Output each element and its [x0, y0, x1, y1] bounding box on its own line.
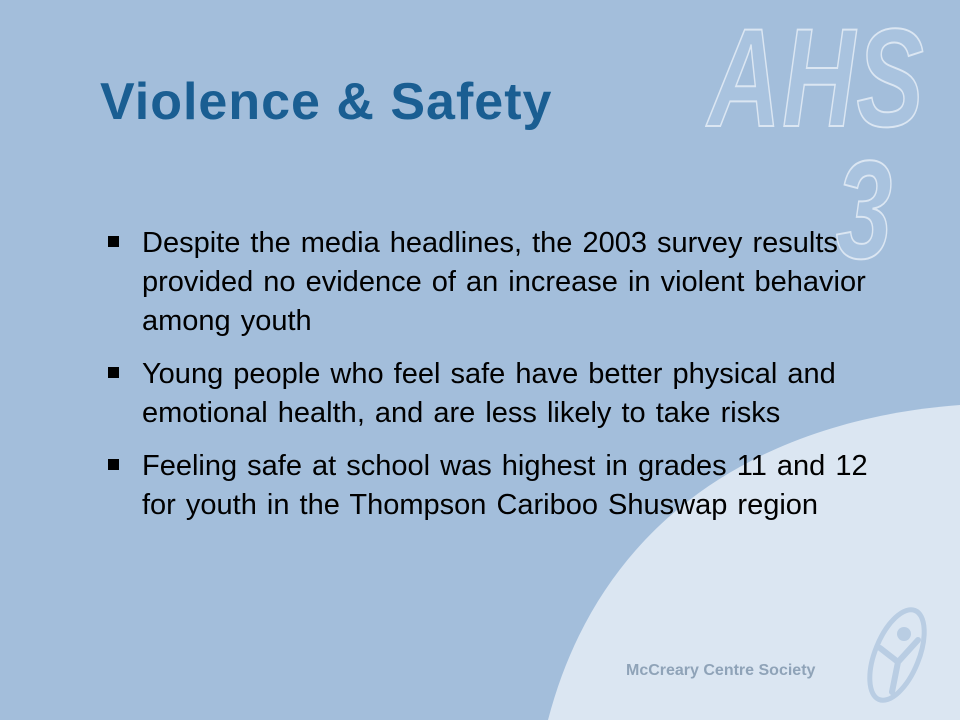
- slide-title: Violence & Safety: [100, 73, 553, 131]
- bullet-text: Young people who feel safe have better physical and emotional health, and are less likely to take risks: [142, 358, 836, 429]
- square-bullet-icon: [108, 367, 119, 378]
- square-bullet-icon: [108, 459, 119, 470]
- bullet-text: Despite the media headlines, the 2003 survey results provided no evidence of an increase in violent behavior among youth: [142, 227, 866, 337]
- figure-logo-icon: [852, 600, 942, 710]
- bullet-item: [108, 447, 898, 525]
- ahs-logo-letters: AHS: [708, 0, 926, 156]
- bullet-text: Feeling safe at school was highest in grades 11 and 12 for youth in the Thompson Cariboo Shuswap region: [142, 450, 868, 521]
- bullet-item: [108, 355, 898, 433]
- square-bullet-icon: [108, 236, 119, 247]
- footer-organization: McCreary Centre Society: [626, 662, 816, 679]
- bullet-item: [108, 224, 898, 341]
- ahs-logo-number: 3: [836, 131, 893, 288]
- bullet-list: [108, 224, 898, 539]
